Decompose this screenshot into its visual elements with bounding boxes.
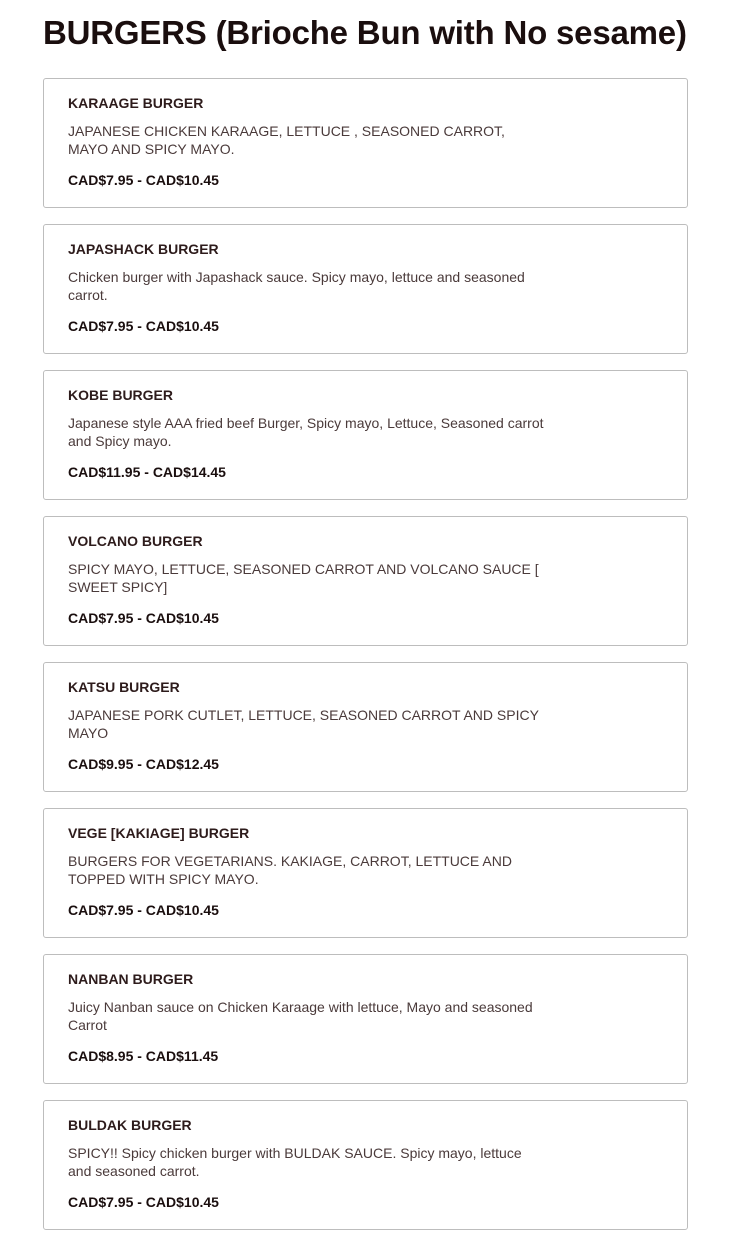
- menu-item-price: CAD$11.95 - CAD$14.45: [68, 464, 226, 480]
- menu-item-price: CAD$8.95 - CAD$11.45: [68, 1048, 219, 1064]
- menu-item-name: VEGE [KAKIAGE] BURGER: [68, 825, 250, 841]
- menu-item-description: Juicy Nanban sauce on Chicken Karaage with lettuce, Mayo and seasoned Carrot: [68, 999, 533, 1033]
- menu-item-card[interactable]: [43, 808, 688, 938]
- menu-list: [43, 78, 688, 1246]
- menu-item-description: SPICY MAYO, LETTUCE, SEASONED CARROT AND VOLCANO SAUCE [ SWEET SPICY]: [68, 561, 539, 595]
- menu-item-name: KARAAGE BURGER: [68, 95, 204, 111]
- menu-item-name: JAPASHACK BURGER: [68, 241, 219, 257]
- menu-item-name: BULDAK BURGER: [68, 1117, 192, 1133]
- menu-item-card[interactable]: [43, 1100, 688, 1230]
- menu-item-card[interactable]: [43, 662, 688, 792]
- menu-item-description: SPICY!! Spicy chicken burger with BULDAK SAUCE. Spicy mayo, lettuce and seasoned carrot.: [68, 1145, 522, 1179]
- menu-item-price: CAD$7.95 - CAD$10.45: [68, 902, 219, 918]
- menu-item-description: JAPANESE PORK CUTLET, LETTUCE, SEASONED CARROT AND SPICY MAYO: [68, 707, 539, 741]
- menu-item-card[interactable]: [43, 78, 688, 208]
- menu-item-name: KATSU BURGER: [68, 679, 180, 695]
- menu-item-card[interactable]: [43, 516, 688, 646]
- menu-item-price: CAD$7.95 - CAD$10.45: [68, 318, 219, 334]
- menu-item-description: BURGERS FOR VEGETARIANS. KAKIAGE, CARROT, LETTUCE AND TOPPED WITH SPICY MAYO.: [68, 853, 512, 887]
- menu-item-card[interactable]: [43, 370, 688, 500]
- menu-item-name: KOBE BURGER: [68, 387, 174, 403]
- menu-item-card[interactable]: [43, 224, 688, 354]
- menu-item-card[interactable]: [43, 954, 688, 1084]
- menu-item-price: CAD$9.95 - CAD$12.45: [68, 756, 219, 772]
- menu-item-name: NANBAN BURGER: [68, 971, 194, 987]
- menu-item-price: CAD$7.95 - CAD$10.45: [68, 172, 219, 188]
- menu-item-description: Japanese style AAA fried beef Burger, Spicy mayo, Lettuce, Seasoned carrot and Spicy mayo.: [68, 415, 544, 449]
- menu-item-description: JAPANESE CHICKEN KARAAGE, LETTUCE , SEASONED CARROT, MAYO AND SPICY MAYO.: [68, 123, 505, 157]
- page-title: BURGERS (Brioche Bun with No sesame): [43, 14, 687, 51]
- menu-item-description: Chicken burger with Japashack sauce. Spicy mayo, lettuce and seasoned carrot.: [68, 269, 525, 303]
- menu-item-price: CAD$7.95 - CAD$10.45: [68, 1194, 219, 1210]
- menu-item-price: CAD$7.95 - CAD$10.45: [68, 610, 219, 626]
- menu-item-name: VOLCANO BURGER: [68, 533, 203, 549]
